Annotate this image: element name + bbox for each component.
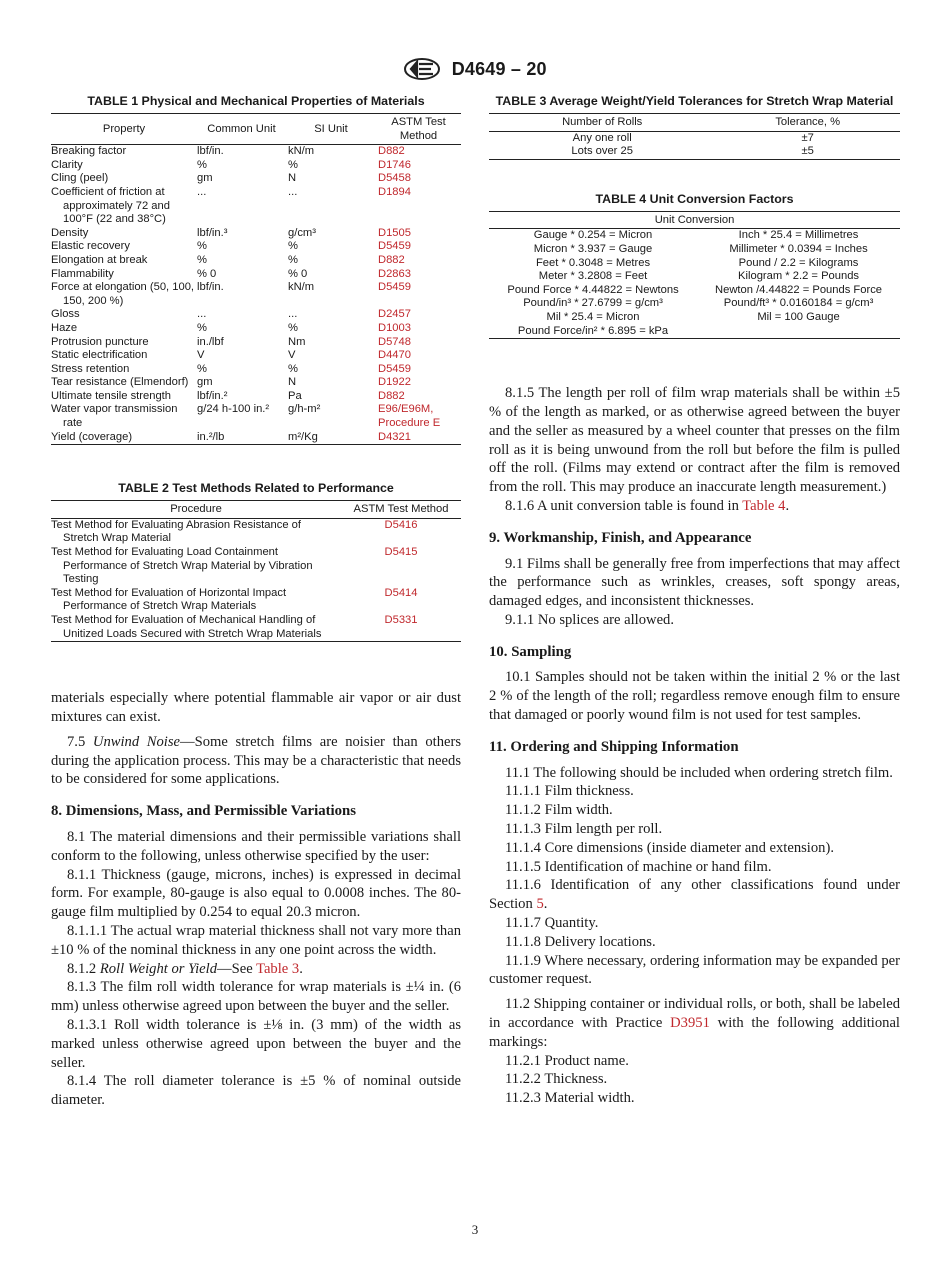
document-designation: D4649 – 20 xyxy=(451,58,547,79)
property-cell: Protrusion puncture xyxy=(51,335,149,348)
si-unit-cell: ... xyxy=(288,308,298,321)
list-item-11-1-9: 11.1.9 Where necessary, ordering information may be expanded per customer request. xyxy=(489,952,900,988)
table-row xyxy=(489,297,900,311)
common-unit-cell: gm xyxy=(197,376,213,389)
list-item: 11.1.1 Film thickness. xyxy=(505,783,634,800)
table-row xyxy=(51,349,461,363)
common-unit-cell: gm xyxy=(197,172,213,185)
paragraph-8-1: 8.1 The material dimensions and their permissible variations shall conform to the following, unless otherwise specified by the user: xyxy=(51,828,461,864)
list-item-11-1-6: 11.1.6 Identification of any other classifications found under Section 5. xyxy=(489,877,900,913)
property-cell: Water vapor transmission rate xyxy=(51,403,178,430)
table-row xyxy=(51,376,461,390)
property-cell: Elastic recovery xyxy=(51,240,130,253)
d3951-link[interactable]: D3951 xyxy=(670,1015,710,1032)
test-method-link[interactable]: D5459 xyxy=(378,240,411,253)
property-cell: Haze xyxy=(51,321,78,334)
common-unit-cell: % 0 xyxy=(197,267,217,280)
test-method-link[interactable]: D1003 xyxy=(378,321,411,334)
common-unit-cell: g/24 h-100 in.² xyxy=(197,403,270,416)
table2 xyxy=(51,500,461,642)
right-column xyxy=(489,94,900,1108)
table-row xyxy=(51,172,461,186)
table-row xyxy=(51,546,461,587)
table-row xyxy=(51,281,461,308)
table1-caption: TABLE 1 Physical and Mechanical Properties of Materials xyxy=(87,94,425,108)
section-9-heading: 9. Workmanship, Finish, and Appearance xyxy=(489,529,752,546)
paragraph-8-1-1-1: 8.1.1.1 The actual wrap material thickness shall not vary more than ±10 % of the nominal thickness in any one point across the width. xyxy=(51,922,461,958)
table-row xyxy=(489,131,900,145)
conversion-right: Pound/ft³ * 0.0160184 = g/cm³ xyxy=(723,297,874,310)
property-cell: Clarity xyxy=(51,158,83,171)
table-row xyxy=(51,336,461,350)
table-row xyxy=(489,229,900,243)
table-row xyxy=(489,270,900,284)
property-cell: Tear resistance (Elmendorf) xyxy=(51,376,189,389)
table-row xyxy=(51,390,461,404)
si-unit-cell: % xyxy=(288,321,298,334)
table-row xyxy=(51,145,461,159)
page-header xyxy=(0,58,950,80)
table-row xyxy=(51,268,461,282)
si-unit-cell: g/h-m² xyxy=(288,403,321,416)
list-item-11-1-8: 11.1.8 Delivery locations. xyxy=(505,933,656,950)
paragraph-8-1-5: 8.1.5 The length per roll of film wrap materials shall be within ±5 % of the length as marked, or as otherwise agreed between the buyer and the seller as measured by a wheel counter that presses on the film roll as it is being unwound from the roll but before the film is pulled off the roll. (Films may extend or contract after the film is removed from the roll. This may produce an inaccurate length measurement.) xyxy=(489,385,900,496)
test-method-link[interactable]: E96/E96M, Procedure E xyxy=(378,403,441,430)
table-row xyxy=(51,518,461,546)
table-row xyxy=(489,145,900,159)
si-unit-cell: % xyxy=(288,253,298,266)
si-unit-cell: % xyxy=(288,362,298,375)
left-column xyxy=(51,94,461,1110)
property-cell: Stress retention xyxy=(51,362,130,375)
si-unit-cell: Pa xyxy=(288,389,302,402)
common-unit-cell: lbf/in. xyxy=(197,145,224,158)
si-unit-cell: % 0 xyxy=(288,267,308,280)
procedure-cell: Test Method for Evaluation of Mechanical Handling of Unitized Loads Secured with Stretch Wrap Materials xyxy=(51,614,322,640)
si-unit-cell: kN/m xyxy=(288,281,315,294)
section-5-link[interactable]: 5 xyxy=(536,896,544,913)
common-unit-cell: ... xyxy=(197,308,207,321)
table4-link[interactable]: Table 4 xyxy=(742,497,786,514)
test-method-link[interactable]: D882 xyxy=(378,389,405,402)
table-row xyxy=(51,240,461,254)
list-item: 11.1.3 Film length per roll. xyxy=(505,821,663,838)
right-body-text xyxy=(489,384,900,1108)
paragraph-9-1: 9.1 Films shall be generally free from imperfections that may affect the performance such as wrinkles, creases, soft spongy areas, damaged edges, and inconsistent thicknesses. xyxy=(489,555,900,610)
common-unit-cell: lbf/in.² xyxy=(197,389,228,402)
common-unit-cell: % xyxy=(197,321,207,334)
table1-header-common: Common Unit xyxy=(197,114,286,145)
property-cell: Cling (peel) xyxy=(51,172,109,185)
table1 xyxy=(51,113,461,445)
property-cell: Breaking factor xyxy=(51,145,127,158)
table4-caption: TABLE 4 Unit Conversion Factors xyxy=(595,191,794,206)
conversion-right xyxy=(697,325,900,339)
conversion-right: Kilogram * 2.2 = Pounds xyxy=(738,270,860,283)
test-method-link[interactable]: D1505 xyxy=(378,226,411,239)
table-row xyxy=(51,227,461,241)
table-row xyxy=(51,614,461,642)
list-item: 11.2.3 Material width. xyxy=(505,1090,635,1107)
table-row xyxy=(489,284,900,298)
paragraph-8-1-1: 8.1.1 Thickness (gauge, microns, inches) is expressed in decimal form. For example, 80-gauge is also equal to 0.0008 inches. The 80-gauge film multiplied by 0.254 to equal 20.3 micron. xyxy=(51,866,461,921)
table-row xyxy=(51,363,461,377)
table2-caption: TABLE 2 Test Methods Related to Performance xyxy=(118,481,394,496)
conversion-right: Inch * 25.4 = Millimetres xyxy=(738,229,859,242)
common-unit-cell: lbf/in. xyxy=(197,281,224,294)
conversion-left: Meter * 3.2808 = Feet xyxy=(538,270,648,283)
conversion-right: Newton /4.44822 = Pounds Force xyxy=(715,283,883,296)
paragraph-8-1-2: 8.1.2 Roll Weight or Yield—See Table 3. xyxy=(67,960,303,977)
common-unit-cell: in.²/lb xyxy=(197,430,225,443)
paragraph-11-2: 11.2 Shipping container or individual rolls, or both, shall be labeled in accordance with Practice D3951 with the following additional markings: xyxy=(489,996,900,1050)
list-item-11-1-5: 11.1.5 Identification of machine or hand film. xyxy=(505,858,772,875)
conversion-left: Feet * 0.3048 = Metres xyxy=(535,256,651,269)
table-row xyxy=(489,325,900,339)
test-method-link[interactable]: D5331 xyxy=(384,614,418,626)
common-unit-cell: % xyxy=(197,240,207,253)
common-unit-cell: ... xyxy=(197,185,207,198)
conversion-left: Pound Force/in² * 6.895 = kPa xyxy=(517,324,669,337)
list-item-11-1-7: 11.1.7 Quantity. xyxy=(505,915,599,932)
conversion-left: Pound Force * 4.44822 = Newtons xyxy=(507,283,679,296)
conversion-left: Micron * 3.937 = Gauge xyxy=(533,242,653,255)
table-row xyxy=(51,587,461,614)
test-method-link[interactable]: D4470 xyxy=(378,349,411,362)
procedure-cell: Test Method for Evaluation of Horizontal Impact Performance of Stretch Wrap Materials xyxy=(51,586,287,613)
table-row xyxy=(51,322,461,336)
paragraph-continued: materials especially where potential flammable air vapor or air dust mixtures can exist. xyxy=(51,690,461,725)
test-method-link[interactable]: D5414 xyxy=(384,586,418,599)
test-method-link[interactable]: D882 xyxy=(378,145,405,158)
table3-header-tolerance: Tolerance, % xyxy=(715,114,900,132)
test-method-link[interactable]: D5459 xyxy=(378,362,411,375)
paragraph-7-5: 7.5 Unwind Noise—Some stretch films are noisier than others during the application process. This may be a characteristic that needs to be considered for some applications. xyxy=(51,733,462,788)
table2-header-procedure: Procedure xyxy=(51,501,341,519)
common-unit-cell: lbf/in.³ xyxy=(197,226,228,239)
test-method-link[interactable]: D5748 xyxy=(378,335,411,348)
procedure-cell: Test Method for Evaluating Abrasion Resistance of Stretch Wrap Material xyxy=(51,518,301,545)
list-item: 11.2.2 Thickness. xyxy=(505,1071,608,1088)
property-cell: Coefficient of friction at approximately 72 and 100°F (22 and 38°C) xyxy=(51,185,170,226)
paragraph-8-1-3: 8.1.3 The film roll width tolerance for wrap materials is ±¼ in. (6 mm) unless otherwise agreed upon between the buyer and the seller. xyxy=(51,979,461,1015)
test-method-link[interactable]: D4321 xyxy=(378,430,411,443)
astm-logo-icon xyxy=(403,58,441,80)
property-cell: Yield (coverage) xyxy=(51,430,133,443)
paragraph-8-1-6: 8.1.6 A unit conversion table is found in Table 4. xyxy=(505,497,790,514)
list-item: 11.2.1 Product name. xyxy=(505,1052,629,1069)
conversion-right: Mil = 100 Gauge xyxy=(757,310,840,323)
test-method-link[interactable]: D1894 xyxy=(378,185,411,198)
rolls-cell: Any one roll xyxy=(572,131,632,144)
conversion-right: Millimeter * 0.0394 = Inches xyxy=(729,242,868,255)
test-method-link[interactable]: D882 xyxy=(378,253,405,266)
table3-header-rolls: Number of Rolls xyxy=(489,114,715,132)
si-unit-cell: m²/Kg xyxy=(288,430,318,443)
paragraph-8-1-3-1: 8.1.3.1 Roll width tolerance is ±⅛ in. (3 mm) of the width as marked unless otherwise agreed upon between the buyer and the seller. xyxy=(51,1016,461,1071)
si-unit-cell: ... xyxy=(288,185,298,198)
table-row xyxy=(51,186,461,227)
test-method-link[interactable]: D5415 xyxy=(384,546,418,559)
test-method-link[interactable]: D5459 xyxy=(378,281,411,294)
si-unit-cell: % xyxy=(288,158,298,171)
table4-header: Unit Conversion xyxy=(489,211,900,229)
test-method-link[interactable]: D1922 xyxy=(378,376,411,389)
property-cell: Force at elongation (50, 100, 150, 200 %) xyxy=(51,281,195,307)
table-row xyxy=(51,308,461,322)
conversion-left: Pound/in³ * 27.6799 = g/cm³ xyxy=(523,297,663,310)
test-method-link[interactable]: D5458 xyxy=(378,172,411,185)
test-method-link[interactable]: D2863 xyxy=(378,267,411,280)
procedure-cell: Test Method for Evaluating Load Containment Performance of Stretch Wrap Material by Vibration Testing xyxy=(51,546,313,586)
common-unit-cell: V xyxy=(197,349,205,362)
tolerance-cell: ±5 xyxy=(801,145,814,158)
si-unit-cell: Nm xyxy=(288,335,306,348)
table3 xyxy=(489,113,900,160)
table3-link[interactable]: Table 3 xyxy=(256,960,300,977)
paragraph-8-1-4: 8.1.4 The roll diameter tolerance is ±5 % of nominal outside diameter. xyxy=(51,1073,461,1109)
list-item: 11.1.4 Core dimensions (inside diameter and extension). xyxy=(505,839,834,856)
left-body-text xyxy=(51,689,461,1110)
table-row xyxy=(51,431,461,445)
table3-caption: TABLE 3 Average Weight/Yield Tolerances for Stretch Wrap Material xyxy=(495,94,894,108)
rolls-cell: Lots over 25 xyxy=(571,145,633,158)
si-unit-cell: N xyxy=(288,172,297,185)
page-number: 3 xyxy=(471,1222,479,1237)
conversion-right: Pound / 2.2 = Kilograms xyxy=(738,256,859,269)
table-row xyxy=(51,254,461,268)
section-8-heading: 8. Dimensions, Mass, and Permissible Variations xyxy=(51,803,357,820)
si-unit-cell: kN/m xyxy=(288,145,315,158)
table-row xyxy=(489,311,900,325)
table-row xyxy=(51,159,461,173)
property-cell: Elongation at break xyxy=(51,253,148,266)
si-unit-cell: % xyxy=(288,240,298,253)
paragraph-10-1: 10.1 Samples should not be taken within the initial 2 % or the last 2 % of the length of the roll; regardless remove enough film to ensure that damaged or poorly wound film is not used for test samples. xyxy=(489,669,900,724)
section-11-heading: 11. Ordering and Shipping Information xyxy=(489,738,739,755)
property-cell: Flammability xyxy=(51,267,114,280)
si-unit-cell: V xyxy=(288,349,296,362)
table4 xyxy=(489,211,900,339)
test-method-link[interactable]: D1746 xyxy=(378,158,411,171)
tolerance-cell: ±7 xyxy=(801,131,814,144)
table-row xyxy=(489,257,900,271)
property-cell: Gloss xyxy=(51,308,80,321)
conversion-left: Mil * 25.4 = Micron xyxy=(546,310,640,323)
si-unit-cell: g/cm³ xyxy=(288,226,316,239)
section-10-heading: 10. Sampling xyxy=(489,643,572,660)
list-item: 11.1.2 Film width. xyxy=(505,802,613,819)
table1-header-si: SI Unit xyxy=(286,114,376,145)
si-unit-cell: N xyxy=(288,376,297,389)
paragraph-9-1-1: 9.1.1 No splices are allowed. xyxy=(505,611,674,628)
table-row xyxy=(489,243,900,257)
table2-header-method: ASTM Test Method xyxy=(341,501,461,519)
table-row xyxy=(51,403,461,430)
common-unit-cell: % xyxy=(197,158,207,171)
common-unit-cell: % xyxy=(197,253,207,266)
property-cell: Ultimate tensile strength xyxy=(51,389,172,402)
paragraph-11-1: 11.1 The following should be included when ordering stretch film. xyxy=(505,764,893,781)
common-unit-cell: in./lbf xyxy=(197,335,224,348)
table1-header-property: Property xyxy=(51,114,197,145)
test-method-link[interactable]: D2457 xyxy=(378,308,411,321)
property-cell: Static electrification xyxy=(51,349,148,362)
table1-header-method: ASTM Test Method xyxy=(376,114,461,145)
common-unit-cell: % xyxy=(197,362,207,375)
test-method-link[interactable]: D5416 xyxy=(384,518,418,531)
property-cell: Density xyxy=(51,226,89,239)
conversion-left: Gauge * 0.254 = Micron xyxy=(533,229,653,242)
